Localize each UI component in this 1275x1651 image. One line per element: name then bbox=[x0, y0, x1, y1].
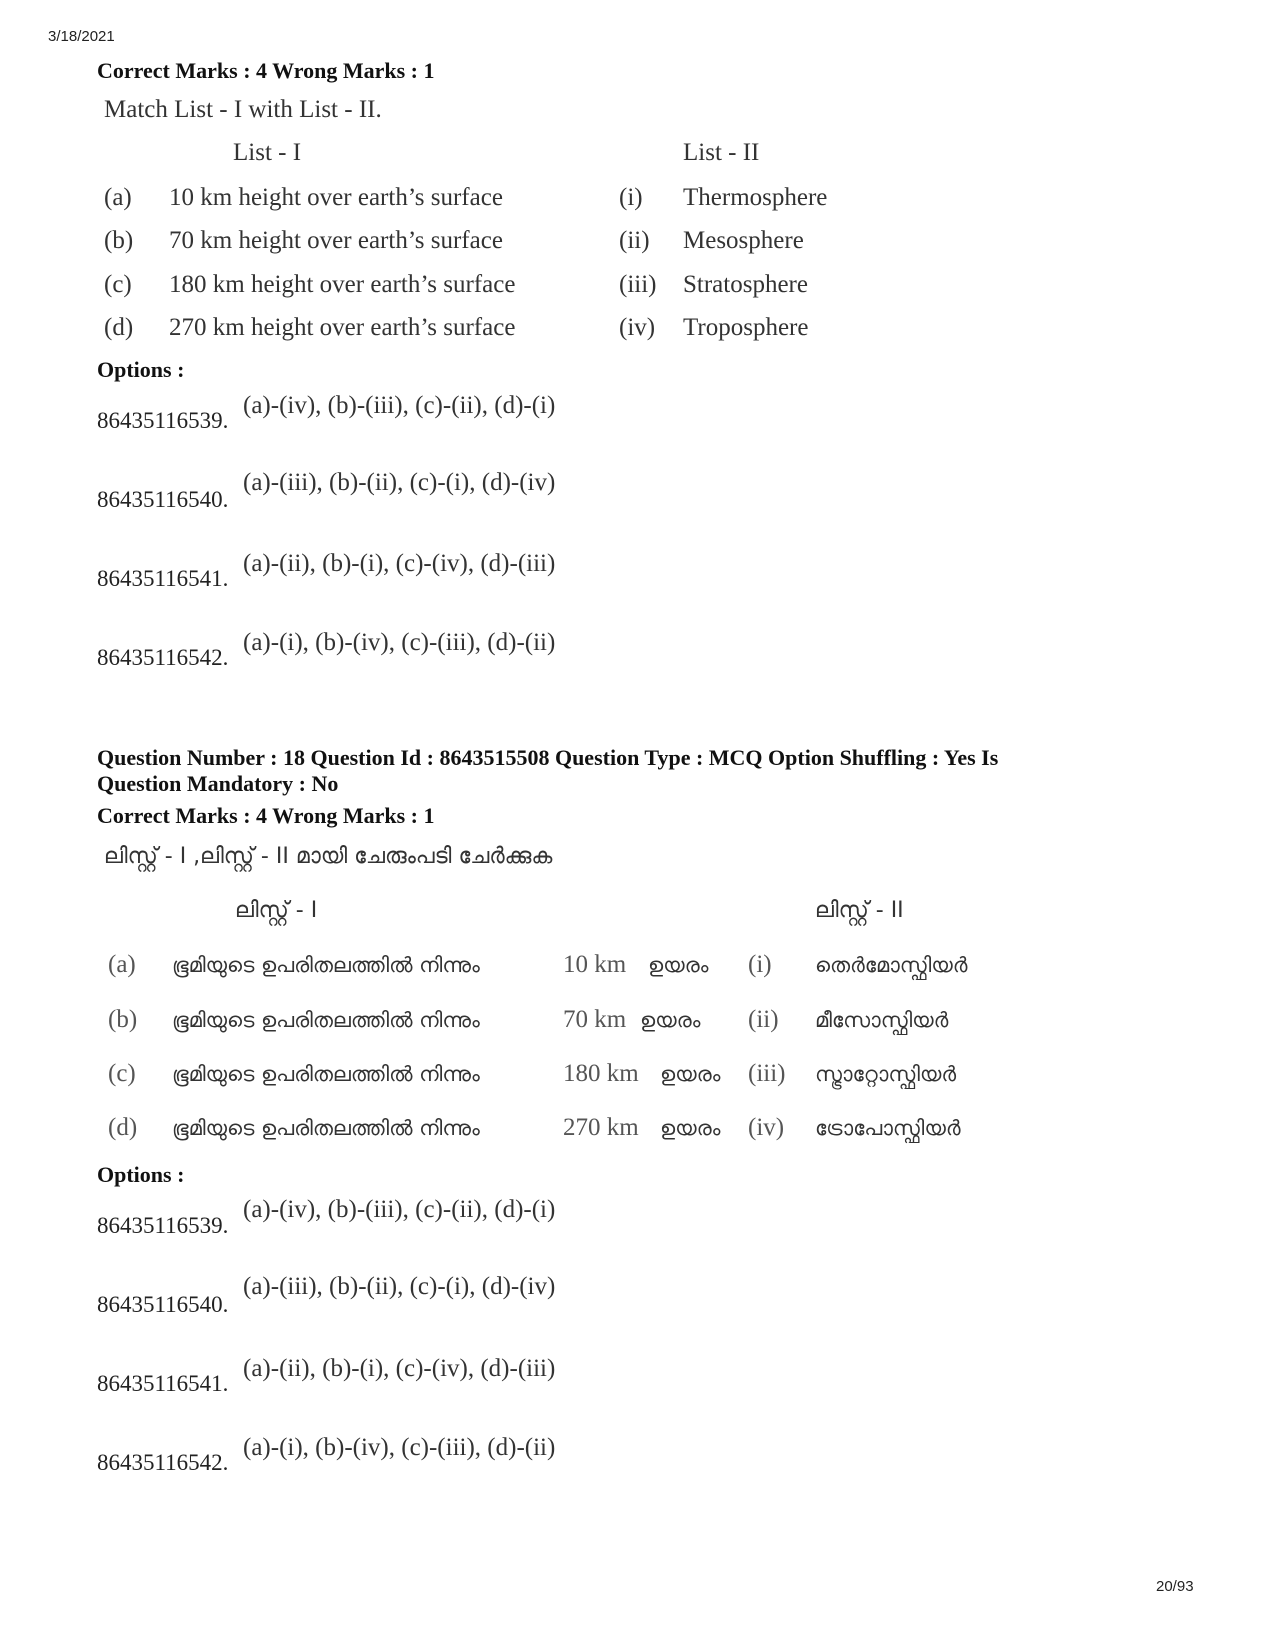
row-label: (a) bbox=[108, 951, 136, 978]
row-text: 270 km height over earth’s surface bbox=[169, 314, 516, 341]
row-km: 70 km bbox=[563, 1006, 627, 1033]
option-id: 86435116540. bbox=[97, 487, 229, 512]
print-date: 3/18/2021 bbox=[48, 28, 115, 45]
row-label: (b) bbox=[104, 227, 134, 254]
row-roman: (iv) bbox=[619, 314, 656, 341]
row-km: 10 km bbox=[563, 951, 627, 978]
q17-statement: Match List - I with List - II. bbox=[104, 96, 382, 123]
option-text: (a)-(i), (b)-(iv), (c)-(iii), (d)-(ii) bbox=[243, 1434, 556, 1461]
row-text: ഭൂമിയുടെ ഉപരിതലത്തിൽ നിന്നും bbox=[172, 953, 480, 977]
row-text: 180 km height over earth’s surface bbox=[169, 271, 516, 298]
q17-marks: Correct Marks : 4 Wrong Marks : 1 bbox=[97, 58, 435, 83]
q18-info-line2: Question Mandatory : No bbox=[97, 771, 339, 796]
row-roman: (i) bbox=[619, 184, 643, 211]
q18-marks: Correct Marks : 4 Wrong Marks : 1 bbox=[97, 803, 435, 828]
option-id: 86435116542. bbox=[97, 645, 229, 670]
row-answer: Stratosphere bbox=[683, 271, 808, 298]
row-label: (d) bbox=[108, 1114, 138, 1141]
q18-options-label: Options : bbox=[97, 1162, 185, 1187]
row-roman: (iv) bbox=[748, 1114, 785, 1141]
row-label: (c) bbox=[108, 1060, 136, 1087]
row-answer: സ്ട്രാറ്റോസ്ഫിയർ bbox=[815, 1062, 957, 1086]
q17-list1-header: List - I bbox=[233, 139, 302, 166]
option-id: 86435116539. bbox=[97, 408, 229, 433]
q18-list2-header: ലിസ്റ്റ് - II bbox=[815, 898, 904, 923]
row-text-end: ഉയരം bbox=[660, 1116, 721, 1140]
row-roman: (iii) bbox=[748, 1060, 786, 1087]
row-label: (b) bbox=[108, 1006, 138, 1033]
row-text: ഭൂമിയുടെ ഉപരിതലത്തിൽ നിന്നും bbox=[172, 1062, 480, 1086]
option-text: (a)-(iv), (b)-(iii), (c)-(ii), (d)-(i) bbox=[243, 392, 556, 419]
row-km: 270 km bbox=[563, 1114, 639, 1141]
row-text-end: ഉയരം bbox=[660, 1062, 721, 1086]
row-text: 10 km height over earth’s surface bbox=[169, 184, 503, 211]
row-text-end: ഉയരം bbox=[648, 953, 709, 977]
option-id: 86435116542. bbox=[97, 1450, 229, 1475]
row-answer: മീസോസ്ഫിയർ bbox=[815, 1008, 949, 1032]
row-text-end: ഉയരം bbox=[640, 1008, 701, 1032]
row-answer: ട്രോപോസ്ഫിയർ bbox=[815, 1116, 961, 1140]
row-label: (a) bbox=[104, 184, 132, 211]
option-text: (a)-(i), (b)-(iv), (c)-(iii), (d)-(ii) bbox=[243, 629, 556, 656]
option-text: (a)-(iii), (b)-(ii), (c)-(i), (d)-(iv) bbox=[243, 1273, 556, 1300]
q18-list1-header: ലിസ്റ്റ് - I bbox=[235, 898, 318, 923]
row-roman: (i) bbox=[748, 951, 772, 978]
q17-options-label: Options : bbox=[97, 357, 185, 382]
option-id: 86435116540. bbox=[97, 1292, 229, 1317]
q18-statement: ലിസ്റ്റ് - I ,ലിസ്റ്റ് - II മായി ചേരുംപടി ചേർക്കുക bbox=[104, 844, 553, 869]
row-roman: (iii) bbox=[619, 271, 657, 298]
row-answer: Troposphere bbox=[683, 314, 809, 341]
row-km: 180 km bbox=[563, 1060, 639, 1087]
option-text: (a)-(iv), (b)-(iii), (c)-(ii), (d)-(i) bbox=[243, 1196, 556, 1223]
row-label: (c) bbox=[104, 271, 132, 298]
row-roman: (ii) bbox=[748, 1006, 779, 1033]
option-id: 86435116539. bbox=[97, 1213, 229, 1238]
page-number: 20/93 bbox=[1156, 1578, 1194, 1595]
option-text: (a)-(ii), (b)-(i), (c)-(iv), (d)-(iii) bbox=[243, 550, 556, 577]
row-answer: Mesosphere bbox=[683, 227, 804, 254]
row-answer: തെർമോസ്ഫിയർ bbox=[815, 953, 968, 977]
option-text: (a)-(iii), (b)-(ii), (c)-(i), (d)-(iv) bbox=[243, 469, 556, 496]
option-id: 86435116541. bbox=[97, 1371, 229, 1396]
row-answer: Thermosphere bbox=[683, 184, 828, 211]
q18-info-line1: Question Number : 18 Question Id : 8643515508 Question Type : MCQ Option Shuffling : Yes Is bbox=[97, 745, 999, 770]
row-text: 70 km height over earth’s surface bbox=[169, 227, 503, 254]
row-label: (d) bbox=[104, 314, 134, 341]
row-text: ഭൂമിയുടെ ഉപരിതലത്തിൽ നിന്നും bbox=[172, 1116, 480, 1140]
option-id: 86435116541. bbox=[97, 566, 229, 591]
q17-list2-header: List - II bbox=[683, 139, 760, 166]
option-text: (a)-(ii), (b)-(i), (c)-(iv), (d)-(iii) bbox=[243, 1355, 556, 1382]
row-text: ഭൂമിയുടെ ഉപരിതലത്തിൽ നിന്നും bbox=[172, 1008, 480, 1032]
row-roman: (ii) bbox=[619, 227, 650, 254]
